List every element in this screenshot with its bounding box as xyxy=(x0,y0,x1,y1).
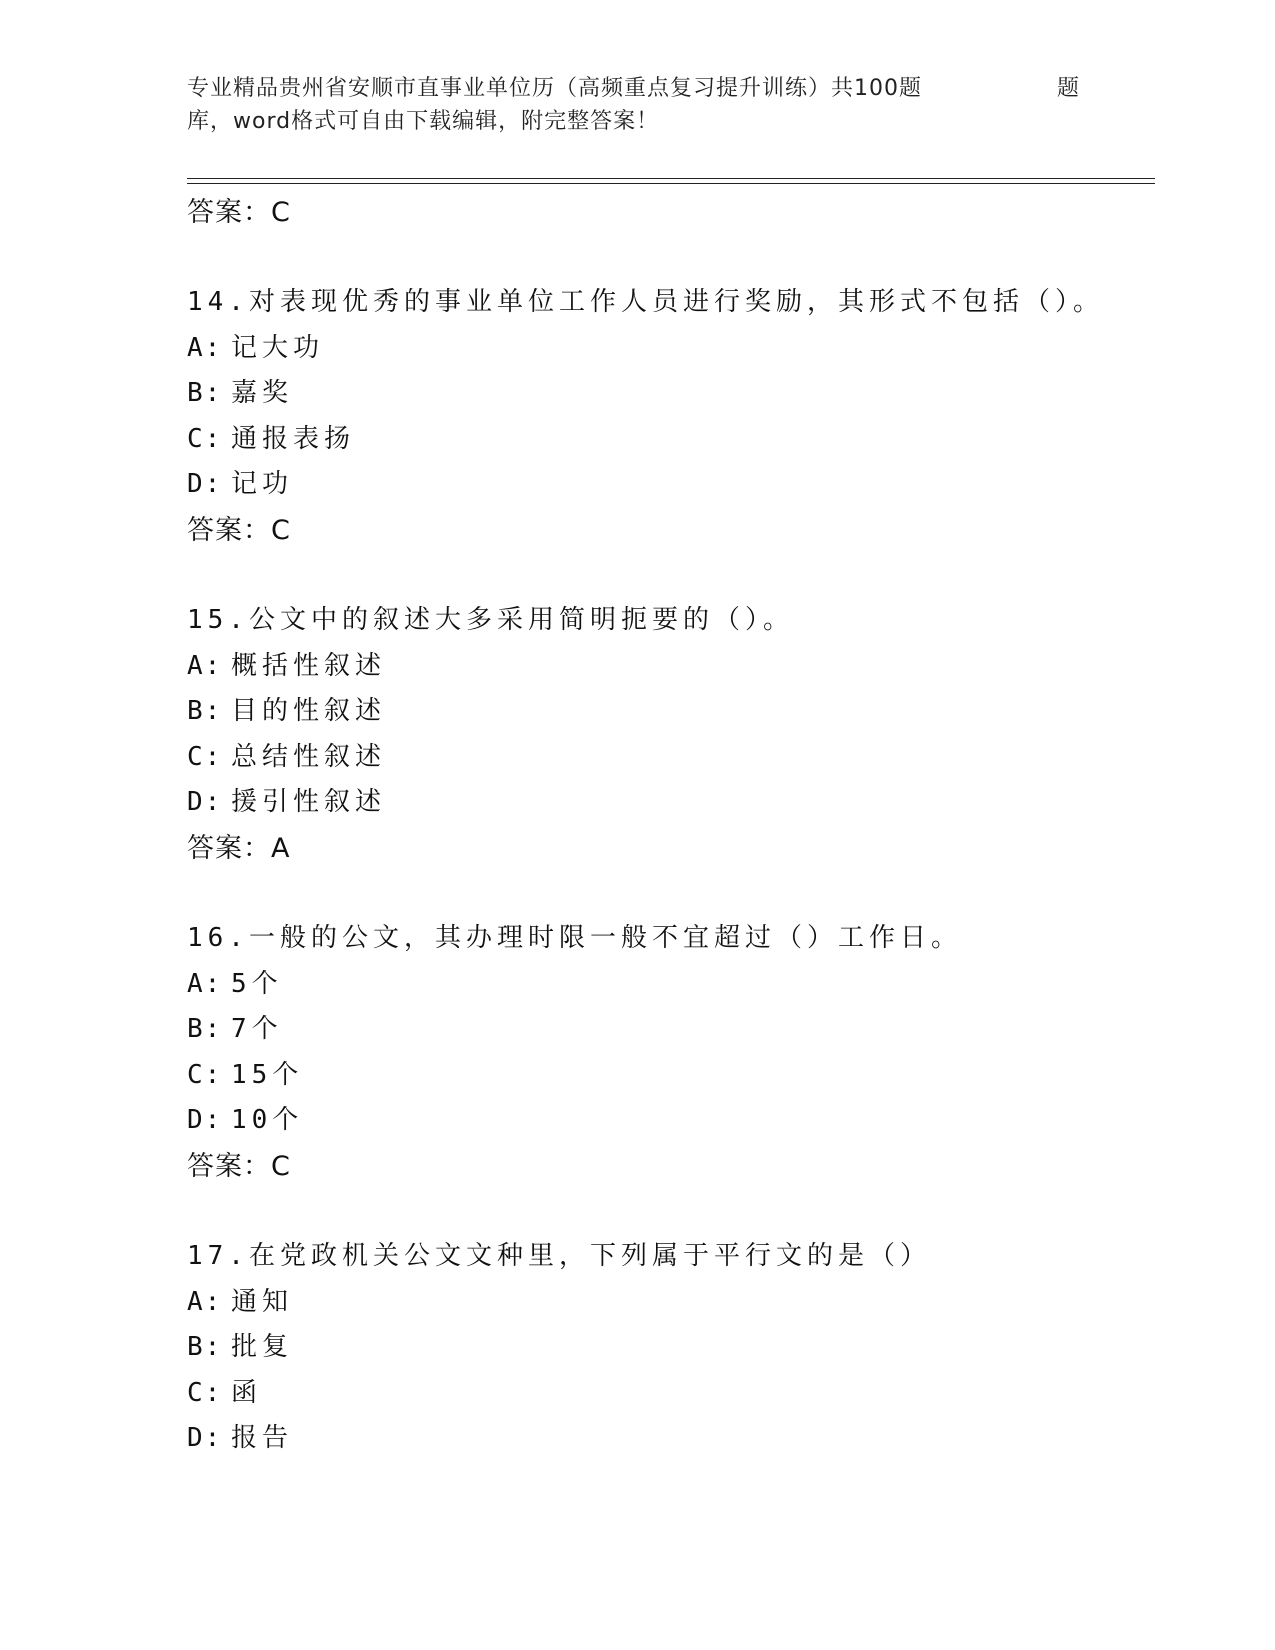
option-label: C: xyxy=(187,1059,223,1090)
option-d xyxy=(187,1416,1147,1462)
header-title-line2: 库，word格式可自由下载编辑，附完整答案！ xyxy=(187,109,660,134)
option-label: A: xyxy=(187,332,223,363)
option-b xyxy=(187,1325,1147,1371)
option-label: D: xyxy=(187,1105,223,1136)
header-divider-top xyxy=(187,178,1155,179)
option-text: 概括性叙述 xyxy=(231,650,387,681)
option-text: 15个 xyxy=(231,1059,304,1090)
option-label: A: xyxy=(187,968,223,999)
option-c xyxy=(187,735,1147,781)
option-text: 通报表扬 xyxy=(231,423,356,454)
option-b xyxy=(187,371,1147,417)
question-text: 17.在党政机关公文文种里，下列属于平行文的是（） xyxy=(187,1240,931,1271)
option-c xyxy=(187,417,1147,463)
option-a xyxy=(187,1280,1147,1326)
page-header xyxy=(187,72,1087,138)
header-title-overflow: 题 xyxy=(1057,76,1081,101)
option-a xyxy=(187,962,1147,1008)
option-text: 目的性叙述 xyxy=(231,696,387,727)
option-text: 通知 xyxy=(231,1286,294,1317)
option-text: 7个 xyxy=(231,1014,283,1045)
header-divider-bottom xyxy=(187,183,1155,184)
option-label: D: xyxy=(187,1423,223,1454)
option-c xyxy=(187,1371,1147,1417)
option-d xyxy=(187,780,1147,826)
page-body xyxy=(187,190,1147,1462)
option-text: 总结性叙述 xyxy=(231,741,387,772)
option-text: 嘉奖 xyxy=(231,378,294,409)
answer: 答案：A xyxy=(187,832,291,864)
option-label: B: xyxy=(187,378,223,409)
option-label: D: xyxy=(187,787,223,818)
option-label: C: xyxy=(187,423,223,454)
option-label: C: xyxy=(187,741,223,772)
option-text: 报告 xyxy=(231,1423,294,1454)
option-a xyxy=(187,326,1147,372)
answer: 答案：C xyxy=(187,514,291,546)
option-text: 10个 xyxy=(231,1105,304,1136)
option-text: 援引性叙述 xyxy=(231,787,387,818)
option-label: A: xyxy=(187,1286,223,1317)
question-14 xyxy=(187,280,1147,554)
option-d xyxy=(187,462,1147,508)
option-text: 记大功 xyxy=(231,332,325,363)
question-16 xyxy=(187,916,1147,1190)
option-label: B: xyxy=(187,696,223,727)
option-label: A: xyxy=(187,650,223,681)
header-title-text: 专业精品贵州省安顺市直事业单位历（高频重点复习提升训练）共100题 xyxy=(187,76,922,101)
option-text: 5个 xyxy=(231,968,283,999)
option-label: B: xyxy=(187,1014,223,1045)
option-text: 函 xyxy=(231,1377,263,1408)
question-text: 15.公文中的叙述大多采用简明扼要的（）。 xyxy=(187,604,794,635)
option-text: 记功 xyxy=(231,469,294,500)
option-a xyxy=(187,644,1147,690)
option-text: 批复 xyxy=(231,1332,294,1363)
header-title-line1 xyxy=(187,72,1087,105)
option-d xyxy=(187,1098,1147,1144)
previous-answer: 答案：C xyxy=(187,197,291,228)
question-text: 14.对表现优秀的事业单位工作人员进行奖励，其形式不包括（）。 xyxy=(187,287,1104,317)
answer: 答案：C xyxy=(187,1150,291,1182)
question-15 xyxy=(187,598,1147,872)
question-text: 16.一般的公文，其办理时限一般不宜超过（）工作日。 xyxy=(187,922,962,953)
option-label: C: xyxy=(187,1377,223,1408)
option-label: D: xyxy=(187,469,223,500)
option-label: B: xyxy=(187,1332,223,1363)
option-b xyxy=(187,689,1147,735)
option-b xyxy=(187,1007,1147,1053)
question-17 xyxy=(187,1234,1147,1462)
option-c xyxy=(187,1053,1147,1099)
